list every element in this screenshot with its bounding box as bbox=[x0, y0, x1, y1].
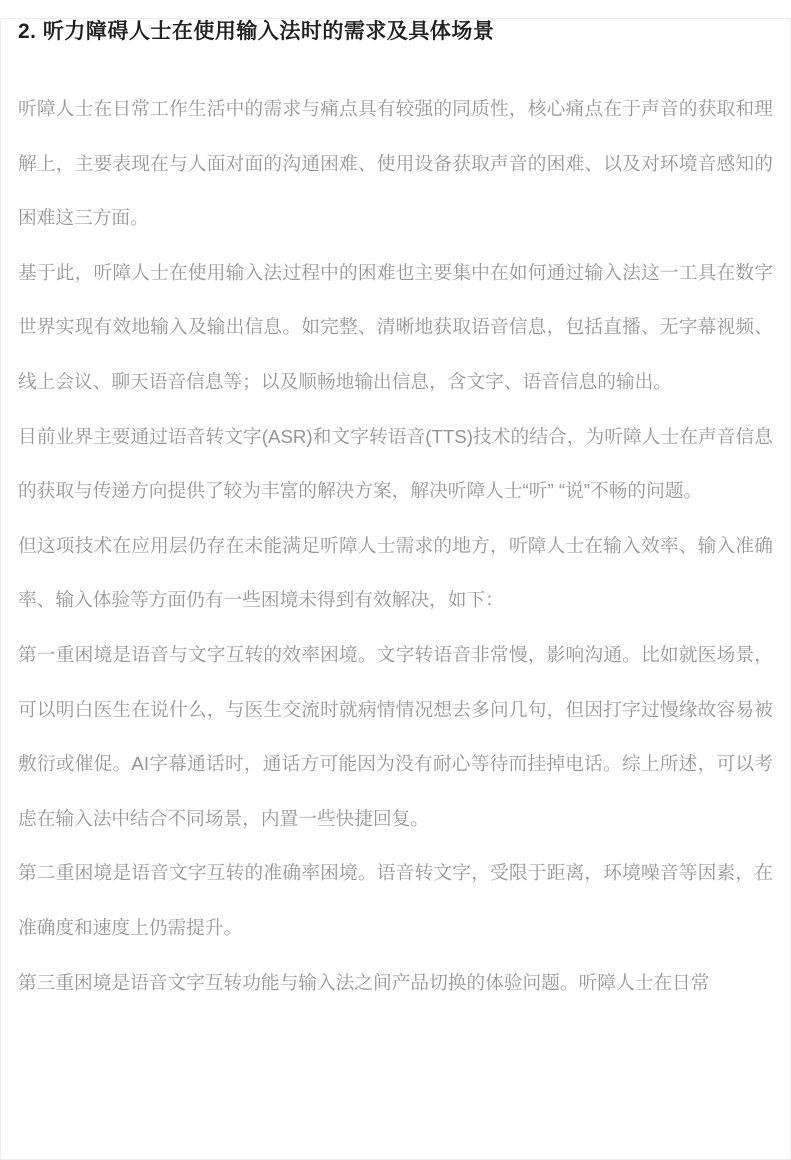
document-page bbox=[0, 18, 791, 1160]
paragraph: 基于此，听障人士在使用输入法过程中的困难也主要集中在如何通过输入法这一工具在数字世界实现有效地输入及输出信息。如完整、清晰地获取语音信息，包括直播、无字幕视频、线上会议、聊天语音信息等；以及顺畅地输出信息，含文字、语音信息的输出。 bbox=[18, 261, 773, 392]
paragraph: 第一重困境是语音与文字互转的效率困境。文字转语音非常慢，影响沟通。比如就医场景，可以明白医生在说什么，与医生交流时就病情情况想去多问几句，但因打字过慢缘故容易被敷衍或催促。AI字幕通话时，通话方可能因为没有耐心等待而挂掉电话。综上所述，可以考虑在输入法中结合不同场景，内置一些快捷回复。 bbox=[18, 643, 773, 829]
paragraph: 第二重困境是语音文字互转的准确率困境。语音转文字，受限于距离，环境噪音等因素，在准确度和速度上仍需提升。 bbox=[18, 862, 773, 938]
paragraph: 但这项技术在应用层仍存在未能满足听障人士需求的地方，听障人士在输入效率、输入准确率、输入体验等方面仍有一些困境未得到有效解决，如下： bbox=[18, 534, 773, 611]
paragraph: 听障人士在日常工作生活中的需求与痛点具有较强的同质性，核心痛点在于声音的获取和理解上，主要表现在与人面对面的沟通困难、使用设备获取声音的困难、以及对环境音感知的困难这三方面。 bbox=[18, 98, 773, 229]
paragraph: 第三重困境是语音文字互转功能与输入法之间产品切换的体验问题。听障人士在日常 bbox=[18, 971, 710, 993]
paragraph: 目前业界主要通过语音转文字(ASR)和文字转语音(TTS)技术的结合，为听障人士在声音信息的获取与传递方向提供了较为丰富的解决方案，解决听障人士“听” “说”不畅的问题。 bbox=[18, 425, 773, 502]
document-body bbox=[18, 82, 773, 1010]
section-heading: 2. 听力障碍人士在使用输入法时的需求及具体场景 bbox=[18, 20, 495, 43]
